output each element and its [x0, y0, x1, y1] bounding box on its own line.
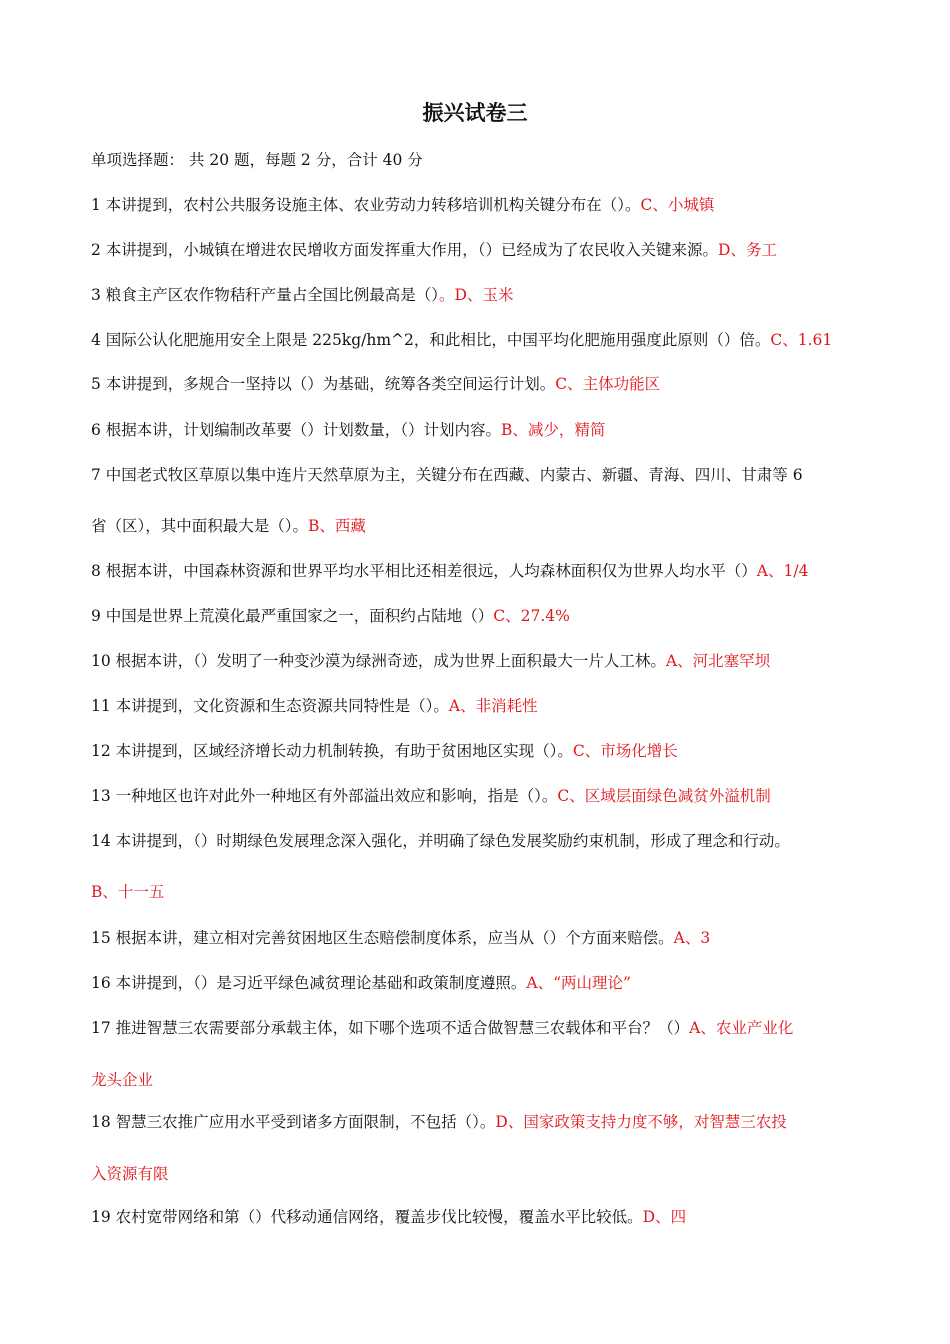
question-text: 13 一种地区也许对此外一种地区有外部溢出效应和影响，指是（）。: [91, 787, 558, 805]
answer-text: B、减少，精简: [501, 421, 606, 439]
answer-text: A、农业产业化: [689, 1019, 794, 1037]
answer-text: C、小城镇: [640, 196, 715, 214]
answer-text: A、河北塞罕坝: [665, 652, 771, 670]
question-text: 9 中国是世界上荒漠化最严重国家之一，面积约占陆地（）: [91, 607, 494, 625]
question-text: 15 根据本讲，建立相对完善贫困地区生态赔偿制度体系，应当从（）个方面来赔偿。: [91, 929, 674, 947]
question-text: 8 根据本讲，中国森林资源和世界平均水平相比还相差很远，人均森林面积仅为世界人均水平（）: [91, 562, 757, 580]
question-text: 6 根据本讲，计划编制改革要（）计划数量，（）计划内容。: [91, 421, 502, 439]
question-5: [91, 372, 881, 396]
question-9: [91, 604, 881, 628]
answer-text: B、十一五: [91, 883, 165, 901]
intro-text: 单项选择题： 共 20 题，每题 2 分，合计 40 分: [91, 151, 423, 169]
question-text: 14 本讲提到，（）时期绿色发展理念深入强化，并明确了绿色发展奖励约束机制，形成了理念和行动。: [91, 832, 790, 850]
question-11: [91, 694, 881, 718]
answer-text: D、国家政策支持力度不够，对智慧三农投: [495, 1113, 787, 1131]
answer-text: 。D、玉米: [439, 286, 514, 304]
question-text: 10 根据本讲，（）发明了一种变沙漠为绿洲奇迹，成为世界上面积最大一片人工林。: [91, 652, 666, 670]
answer-text: C、区域层面绿色减贫外溢机制: [557, 787, 771, 805]
answer-text: C、1.61: [770, 331, 833, 349]
question-text: 17 推进智慧三农需要部分承载主体，如下哪个选项不适合做智慧三农载体和平台？（）: [91, 1019, 690, 1037]
answer-text: C、27.4%: [493, 607, 570, 625]
question-3: [91, 283, 881, 307]
question-16: [91, 971, 881, 995]
question-text: 5 本讲提到，多规合一坚持以（）为基础，统筹各类空间运行计划。: [91, 375, 556, 393]
answer-text: B、西藏: [308, 517, 366, 535]
question-17-continued: [91, 1068, 881, 1092]
answer-text: A、1/4: [756, 562, 809, 580]
question-14: [91, 829, 881, 853]
question-text-continued: 省（区），其中面积最大是（）。: [91, 517, 309, 535]
question-text: 12 本讲提到，区域经济增长动力机制转换，有助于贫困地区实现（）。: [91, 742, 573, 760]
question-6: [91, 418, 881, 442]
answer-text: C、主体功能区: [555, 375, 661, 393]
question-text: 3 粮食主产区农作物秸秆产量占全国比例最高是（）: [91, 286, 440, 304]
answer-text: D、务工: [718, 241, 777, 259]
answer-text: C、市场化增长: [572, 742, 678, 760]
question-4: [91, 328, 881, 352]
question-2: [91, 238, 881, 262]
question-text: 7 中国老式牧区草原以集中连片天然草原为主，关键分布在西藏、内蒙古、新疆、青海、四川、甘肃等 6: [91, 466, 803, 484]
answer-text: A、非消耗性: [448, 697, 538, 715]
question-text: 1 本讲提到，农村公共服务设施主体、农业劳动力转移培训机构关键分布在（）。: [91, 196, 641, 214]
question-text: 4 国际公认化肥施用安全上限是 225kg/hm^2，和此相比，中国平均化肥施用强度此原则（）倍。: [91, 331, 771, 349]
question-7: [91, 463, 881, 487]
question-13: [91, 784, 881, 808]
question-text: 2 本讲提到，小城镇在增进农民增收方面发挥重大作用，（）已经成为了农民收入关键来源。: [91, 241, 719, 259]
answer-text-continued: 龙头企业: [91, 1071, 154, 1089]
question-14-continued: [91, 880, 881, 904]
question-text: 18 智慧三农推广应用水平受到诸多方面限制，不包括（）。: [91, 1113, 496, 1131]
answer-text: D、四: [642, 1208, 687, 1226]
question-15: [91, 926, 881, 950]
question-text: 11 本讲提到，文化资源和生态资源共同特性是（）。: [91, 697, 449, 715]
question-18-continued: [91, 1162, 881, 1186]
question-12: [91, 739, 881, 763]
question-18: [91, 1110, 881, 1134]
question-8: [91, 559, 881, 583]
question-text: 19 农村宽带网络和第（）代移动通信网络，覆盖步伐比较慢，覆盖水平比较低。: [91, 1208, 643, 1226]
question-text: 16 本讲提到，（）是习近平绿色减贫理论基础和政策制度遵照。: [91, 974, 527, 992]
question-19: [91, 1205, 881, 1229]
question-1: [91, 193, 881, 217]
question-17: [91, 1016, 881, 1040]
answer-text: A、“两山理论”: [526, 974, 631, 992]
question-7-continued: [91, 514, 881, 538]
document-title: 振兴试卷三: [422, 100, 528, 125]
answer-text: A、3: [673, 929, 711, 947]
answer-text-continued: 入资源有限: [91, 1165, 169, 1183]
question-10: [91, 649, 881, 673]
